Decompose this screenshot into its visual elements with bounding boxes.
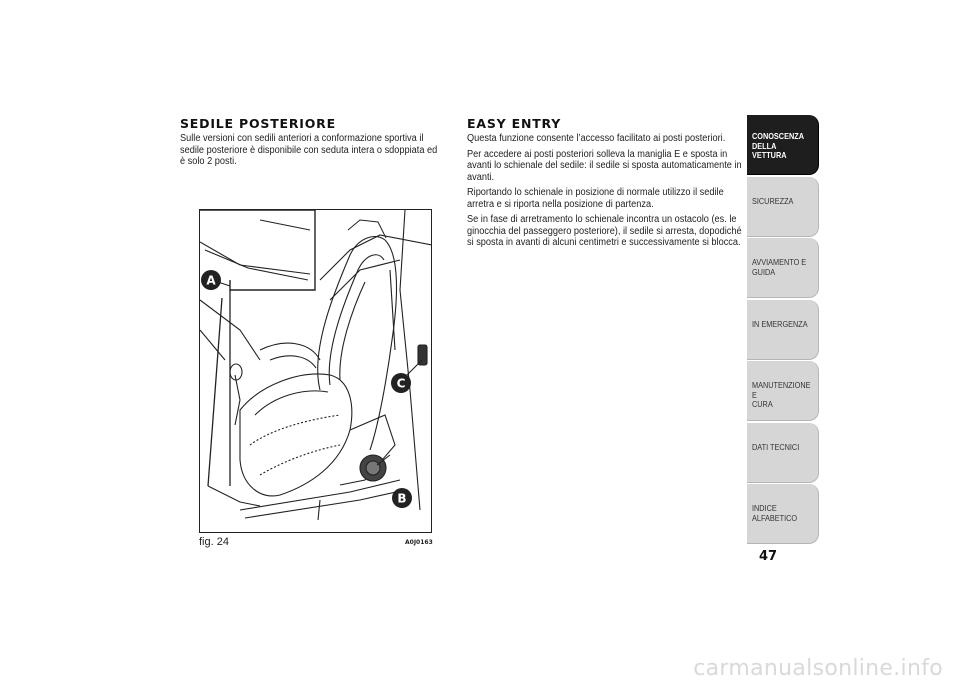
callout-b	[392, 488, 412, 508]
tab-sicurezza[interactable]	[747, 177, 819, 237]
tab-indice-alfabetico[interactable]	[747, 484, 819, 544]
section-title-sedile-posteriore: SEDILE POSTERIORE	[180, 116, 336, 131]
figure-code: A0J0163	[405, 539, 433, 546]
figure-caption: fig. 24	[199, 536, 229, 548]
tab-manutenzione-e-cura[interactable]	[747, 361, 819, 421]
tab-in-emergenza[interactable]	[747, 300, 819, 360]
paragraph: Questa funzione consente l’accesso facilitato ai posti posteriori.	[467, 133, 726, 144]
section-title-easy-entry: EASY ENTRY	[467, 116, 562, 131]
watermark: carmanualsonline.info	[693, 656, 943, 681]
callout-c	[391, 373, 411, 393]
paragraph: Se in fase di arretramento lo schienale incontra un ostacolo (es. le ginocchia del passeggero posteriore), il sedile si arresta, dopodiché si sposta in avanti di alcuni centimetri e successivamente si blocca.	[467, 214, 742, 248]
sedile-posteriore-text	[180, 133, 442, 172]
seat-illustration	[200, 210, 432, 533]
callout-a	[201, 270, 221, 290]
tab-label: MANUTENZIONE E CURA	[752, 380, 811, 409]
tab-label: IN EMERGENZA	[752, 318, 808, 329]
tab-label: CONOSCENZA DELLA VETTURA	[752, 131, 804, 160]
page-number: 47	[759, 549, 778, 564]
tab-label: DATI TECNICI	[752, 441, 800, 452]
callout-b-label: B	[397, 491, 407, 506]
seat-figure	[199, 209, 432, 533]
paragraph: Sulle versioni con sedili anteriori a conformazione sportiva il sedile posteriore è disponibile con seduta intera o sdoppiata ed è solo 2 posti.	[180, 133, 438, 167]
tab-label: AVVIAMENTO E GUIDA	[752, 257, 807, 277]
easy-entry-text	[467, 133, 743, 253]
callout-c-label: C	[396, 376, 406, 391]
tab-conoscenza-della-vettura[interactable]	[747, 115, 819, 175]
tab-dati-tecnici[interactable]	[747, 423, 819, 483]
paragraph: Per accedere ai posti posteriori solleva la maniglia E e sposta in avanti lo schienale del sedile: il sedile si sposta automaticamente in avanti.	[467, 148, 742, 183]
tab-label: SICUREZZA	[752, 195, 794, 206]
tab-label: INDICE ALFABETICO	[752, 503, 798, 523]
callout-a-label: A	[206, 273, 216, 288]
paragraph: Riportando lo schienale in posizione di normale utilizzo il sedile arretra e si riporta nella posizione di partenza.	[467, 187, 724, 210]
tab-avviamento-e-guida[interactable]	[747, 238, 819, 298]
chapter-tabs	[747, 115, 819, 546]
